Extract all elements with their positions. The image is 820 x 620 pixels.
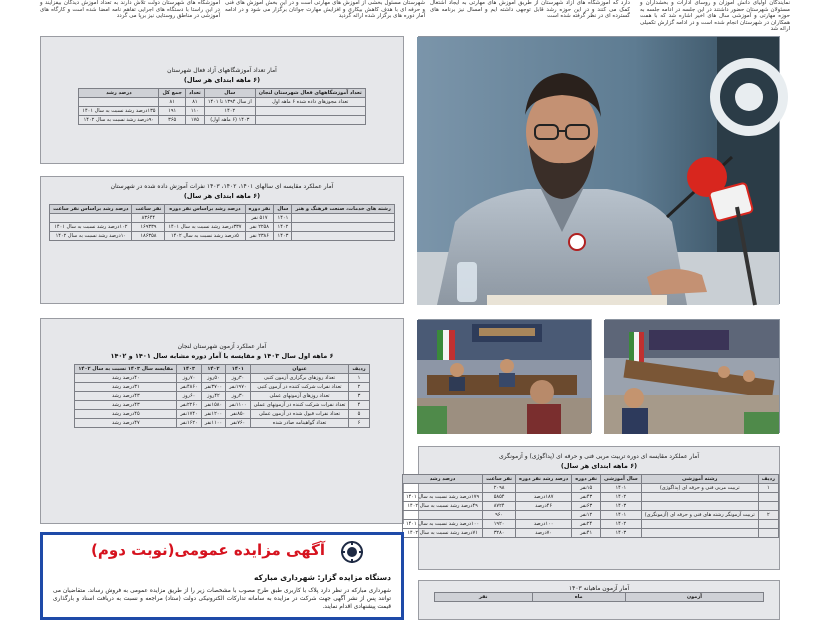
table-cell: تعداد گواهینامه صادر شده — [250, 419, 349, 428]
table-cell: ۱۳۵درصد رشد نسبت به سال ۱۴۰۱ — [79, 107, 159, 116]
table-header: نفر ساعت — [483, 475, 516, 484]
table-cell — [292, 223, 394, 232]
table-row — [402, 520, 778, 529]
table-cell: ۱۹۷۰نفر — [226, 383, 250, 392]
table-cell: ۶ — [349, 419, 369, 428]
table-cell: ۴۱نفر — [572, 529, 601, 538]
table-cell — [292, 214, 394, 223]
table-header: ۱۴۰۳ — [177, 365, 201, 374]
meeting-photo-2 — [605, 319, 780, 433]
table-cell: ۱۱۰۰نفر — [226, 401, 250, 410]
table-cell — [79, 98, 159, 107]
table-2-subtitle: (۶ ماهه ابتدای هر سال) — [183, 192, 261, 200]
stats-table-1-scan — [40, 36, 404, 164]
table-header: ردیف — [758, 475, 778, 484]
meeting-room-photo-2 — [604, 320, 779, 434]
table-cell: ۴۳درصد رشد — [75, 401, 177, 410]
table-cell: ۱۴۰۲ — [274, 223, 292, 232]
table-5 — [434, 592, 764, 602]
table-header: سال آموزشی — [601, 475, 642, 484]
table-cell: ۱۴۰۳ — [274, 232, 292, 241]
table-header: درصد رشد — [402, 475, 482, 484]
table-4 — [402, 474, 779, 538]
table-cell — [641, 502, 758, 511]
table-header: نفر ساعت — [132, 205, 165, 214]
table-cell: ۴۹درصد رشد نسبت به سال ۱۴۰۲ — [402, 502, 482, 511]
table-header: ماه — [532, 593, 625, 602]
stats-table-5-scan — [418, 580, 780, 620]
table-cell: ۵درصد رشد نسبت به سال ۱۴۰۲ — [165, 232, 245, 241]
table-cell: ۵۱۷ نفر — [245, 214, 274, 223]
table-cell — [50, 214, 132, 223]
table-cell: ۱۴۰۲ — [204, 107, 255, 116]
table-cell — [758, 529, 778, 538]
table-cell — [516, 484, 572, 493]
table-cell: ۴۳نفر — [572, 493, 601, 502]
table-row — [75, 374, 369, 383]
table-cell: ۴۶درصد — [516, 502, 572, 511]
table-cell: ۹۰درصد رشد نسبت به سال ۱۴۰۲ — [79, 116, 159, 125]
table-row — [50, 232, 395, 241]
table-cell: ۸۵۰نفر — [226, 410, 250, 419]
table-cell: ۸۱ — [159, 98, 185, 107]
table-cell: ۱۶۲۰نفر — [177, 419, 201, 428]
table-cell: تعداد نفرات شرکت کننده در آزمونهای عملی — [250, 401, 349, 410]
table-cell: ۱ — [349, 374, 369, 383]
table-cell: ۲۲۶۰نفر — [177, 401, 201, 410]
table-row — [75, 401, 369, 410]
table-cell: ۲۰۹۸ — [483, 484, 516, 493]
table-cell: تعداد نفرات شرکت کننده در آزمون کتبی — [250, 383, 349, 392]
table-cell: ۲۴نفر — [572, 520, 601, 529]
article-column-3: شهرستان مسئول بخشی از آموزش های مهارتی است و در این بخش آموزش های فنی و حرفه ای با هدف کاهش بیکاری و افزایش مهارت جوانان برگزار می شود و در ادامه آمار دوره های برگزار شده ارائه گردید — [225, 0, 425, 19]
table-cell: ۸۷۲۴ — [483, 502, 516, 511]
table-cell — [641, 520, 758, 529]
table-cell: ۱۵۸۰نفر — [201, 401, 225, 410]
table-cell — [402, 511, 482, 520]
table-cell: ۳۱درصد رشد — [75, 383, 177, 392]
table-cell — [758, 502, 778, 511]
table-cell: ۱۴۰۳ — [601, 529, 642, 538]
table-cell: ۱۲۰۰نفر — [201, 410, 225, 419]
table-cell: ۵۸۵۴ — [483, 493, 516, 502]
table-cell: ۱۴۰۱ — [601, 484, 642, 493]
table-cell: ۵ — [349, 410, 369, 419]
table-header: نفر دوره — [572, 475, 601, 484]
table-cell: ۶۳نفر — [572, 502, 601, 511]
table-row — [402, 511, 778, 520]
table-cell: ۷۶۰نفر — [226, 419, 250, 428]
table-row — [402, 502, 778, 511]
table-cell: ۸۳۶۴۴ — [132, 214, 165, 223]
table-cell — [641, 493, 758, 502]
table-header: ۱۴۰۱ — [226, 365, 250, 374]
table-4-caption: آمار عملکرد مقایسه ای دوره تربیت مربی فنی و حرفه ای (پداگوژی) و آزمونگری — [498, 453, 700, 460]
table-cell — [292, 232, 394, 241]
auction-advertisement — [40, 532, 404, 620]
table-cell: ۶۰روز — [177, 392, 201, 401]
table-cell: تعداد نفرات قبول شده در آزمون عملی — [250, 410, 349, 419]
table-header: درصد رشد براساس نفر دوره — [165, 205, 245, 214]
table-3-subtitle: ۶ ماهه اول سال ۱۴۰۳ و مقایسه با آمار دوره مشابه سال ۱۴۰۱ و ۱۴۰۲ — [110, 352, 334, 360]
table-header: جمع کل — [159, 89, 185, 98]
table-cell: از سال ۱۳۹۴ تا ۱۴۰۱ — [204, 98, 255, 107]
table-cell: ۱۹۲۰ — [483, 520, 516, 529]
table-header: مقایسه سال ۱۴۰۳ نسبت به سال ۱۴۰۲ — [75, 365, 177, 374]
table-cell: ۱۹۱ — [159, 107, 185, 116]
table-row — [75, 410, 369, 419]
table-cell: ۷۰درصد — [516, 529, 572, 538]
table-row — [402, 529, 778, 538]
table-1-caption: آمار تعداد آموزشگاههای آزاد فعال شهرستان — [167, 67, 277, 74]
table-cell — [255, 107, 365, 116]
portrait-speaker-at-microphone — [417, 37, 779, 305]
table-cell: ۲ — [758, 511, 778, 520]
table-cell: ۳۳۷درصد رشد نسبت به سال ۱۴۰۱ — [165, 223, 245, 232]
table-cell: ۳۷۰۰نفر — [201, 383, 225, 392]
table-cell: ۴۷درصد رشد — [75, 419, 177, 428]
table-cell: ۱۰۰درصد رشد نسبت به سال ۱۴۰۱ — [402, 520, 482, 529]
meeting-room-photo — [417, 320, 591, 434]
table-cell: ۲۲۵۸ نفر — [245, 223, 274, 232]
table-header: درصد رشد — [79, 89, 159, 98]
table-cell: ۱۴۰۲ — [601, 520, 642, 529]
table-header: ۱۴۰۲ — [201, 365, 225, 374]
meeting-photo-1 — [418, 319, 592, 433]
table-header: نفر — [435, 593, 533, 602]
municipality-emblem-icon — [341, 541, 363, 563]
stats-table-4-scan — [405, 446, 780, 570]
article-column-1: نمایندگان اولیای دانش آموزان و روسای ادارات و بخشداران و مسئولان شهرستان حضور داشتند در این جلسه در ادامه جلسه به حوزه مهارتی و آموزشی سال های اخیر اشاره شد که با همت همکاران در شهرستان انجام شده است و در ادامه گزارش تکمیلی ارائه شد — [640, 0, 790, 32]
table-cell: ۵۰روز — [201, 374, 225, 383]
table-cell: ۴ — [349, 401, 369, 410]
table-header: سال — [204, 89, 255, 98]
table-cell: ۳۰روز — [226, 392, 250, 401]
table-cell: ۱۵نفر — [572, 484, 601, 493]
table-1 — [78, 88, 365, 125]
table-cell: ۲ — [349, 383, 369, 392]
table-2 — [49, 204, 395, 241]
table-header: سال — [274, 205, 292, 214]
table-cell — [402, 484, 482, 493]
table-cell: ۱۴۰۳ — [601, 502, 642, 511]
table-2-caption: آمار عملکرد مقایسه ای سالهای ۱۴۰۱، ۱۴۰۲، ۱۴۰۳ نفرات آموزش داده شده در شهرستان — [110, 183, 334, 190]
table-cell: تعداد روزهای آزمونهای عملی — [250, 392, 349, 401]
table-header: آزمون — [625, 593, 763, 602]
table-cell: ۱۶۹۳۳۹ — [132, 223, 165, 232]
table-header: ردیف — [349, 365, 369, 374]
table-cell: ۱۰۰درصد — [516, 520, 572, 529]
table-header: رشته های خدمات، صنعت فرهنگ و هنر — [292, 205, 394, 214]
table-cell: ۱۸۶۳۵۸ — [132, 232, 165, 241]
table-row — [402, 484, 778, 493]
table-cell: ۱ — [758, 484, 778, 493]
table-cell: ۱۸۷درصد — [516, 493, 572, 502]
ad-body-text: شهرداری مبارکه در نظر دارد پلاک با کاربری طبق طرح مصوب با مشخصات زیر را از طریق مزایده عمومی به فروش رساند. متقاضیان می توانند پس از نشر آگهی جهت شرکت در مزایده به سامانه تدارکات الکترونیکی دولت (ستاد) مراجعه و نسبت به دریافت اسناد و بارگذاری قیمت پیشنهادی اقدام نمایند. — [53, 588, 391, 610]
table-header: تعداد آموزشگاههای فعال شهرستان لنجان — [255, 89, 365, 98]
table-3 — [74, 364, 369, 428]
table-cell — [516, 511, 572, 520]
table-cell: ۷۱درصد رشد نسبت به سال ۱۴۰۲ — [402, 529, 482, 538]
table-cell: تعداد مجوزهای داده شده ۶ ماهه اول — [255, 98, 365, 107]
ad-organization: دستگاه مزایده گزار: شهرداری مبارکه — [253, 573, 391, 582]
table-5-caption: آمار آزمون ماهیانه ۱۴۰۳ — [568, 585, 630, 592]
table-row — [75, 419, 369, 428]
stats-table-2-scan — [40, 176, 404, 304]
table-cell: ۱۰۲درصد رشد نسبت به سال ۱۴۰۱ — [50, 223, 132, 232]
table-cell: تربیت مربی فنی و حرفه ای (پداگوژی) — [641, 484, 758, 493]
table-header: درصد رشد نفر دوره — [516, 475, 572, 484]
table-row — [79, 98, 365, 107]
stats-table-3-scan — [40, 318, 404, 524]
table-row — [75, 392, 369, 401]
table-header: رشته آموزشی — [641, 475, 758, 484]
table-cell: ۳ — [349, 392, 369, 401]
main-photo — [418, 36, 780, 304]
table-cell: ۳۰روز — [226, 374, 250, 383]
article-column-4: آموزشگاه های شهرستان دولت تلاش دارند به تعداد آموزش دیدگان بیفزایند و در این راستا با دستگاه های اجرایی تفاهم نامه امضا شده است و کارگاه های آموزشی در مناطق روستایی نیز برپا می گردد — [40, 0, 220, 19]
table-cell: ۹۶۰ — [483, 511, 516, 520]
table-header: عنوان — [250, 365, 349, 374]
table-cell: ۳۶۵ — [159, 116, 185, 125]
table-cell: ۱۷۹درصد رشد نسبت به سال ۱۴۰۱ — [402, 493, 482, 502]
article-column-2: دارد که آموزشگاه های آزاد شهرستان از طریق آموزش های مهارتی به ایجاد اشتغال کمک می کنند و در این حوزه رشد قابل توجهی داشته ایم و امسال نیز برنامه های گسترده ای در نظر گرفته شده است — [430, 0, 630, 19]
table-cell — [641, 529, 758, 538]
table-cell: تعداد روزهای برگزاری آزمون کتبی — [250, 374, 349, 383]
table-row — [79, 116, 365, 125]
ad-title: آگهی مزایده عمومی(نوبت دوم) — [91, 541, 325, 559]
table-cell: ۱۷۵ — [185, 116, 204, 125]
table-row — [75, 383, 369, 392]
table-cell: ۱۴۰۱ — [274, 214, 292, 223]
table-header: نفر دوره — [245, 205, 274, 214]
table-row — [50, 223, 395, 232]
table-cell: ۱۱۰۰نفر — [201, 419, 225, 428]
table-3-caption: آمار عملکرد آزمون شهرستان لنجان — [177, 343, 267, 350]
table-cell — [255, 116, 365, 125]
table-1-subtitle: (۶ ماهه ابتدای هر سال) — [183, 76, 261, 84]
table-cell: ۴۲روز — [201, 392, 225, 401]
table-cell: ۴۵درصد رشد — [75, 410, 177, 419]
table-cell: ۴۳درصد رشد — [75, 392, 177, 401]
table-row — [50, 214, 395, 223]
table-cell: ۷۰روز — [177, 374, 201, 383]
table-cell: ۱۱۰ — [185, 107, 204, 116]
table-cell: ۱۷۴۰نفر — [177, 410, 201, 419]
table-cell: ۱۴۰۳ (۶ ماهه اول) — [204, 116, 255, 125]
table-cell: ۴۰درصد رشد — [75, 374, 177, 383]
table-cell: ۱۰درصد رشد نسبت به سال ۱۴۰۲ — [50, 232, 132, 241]
table-4-subtitle: (۶ ماهه ابتدای هر سال) — [560, 462, 638, 470]
table-cell: ۱۲نفر — [572, 511, 601, 520]
table-header: درصد رشد براساس نفر ساعت — [50, 205, 132, 214]
table-header: تعداد — [185, 89, 204, 98]
table-cell — [758, 493, 778, 502]
table-cell: ۳۲۸۰ — [483, 529, 516, 538]
table-cell: ۸۱ — [185, 98, 204, 107]
table-cell — [165, 214, 245, 223]
table-cell: ۴۸۶۰نفر — [177, 383, 201, 392]
table-cell: ۱۴۰۲ — [601, 493, 642, 502]
table-row — [79, 107, 365, 116]
table-cell: ۲۳۸۶ نفر — [245, 232, 274, 241]
table-row — [402, 493, 778, 502]
table-cell: ۱۴۰۱ — [601, 511, 642, 520]
table-cell: تربیت آزمونگر رشته های فنی و حرفه ای (آزمونگری) — [641, 511, 758, 520]
table-cell — [758, 520, 778, 529]
